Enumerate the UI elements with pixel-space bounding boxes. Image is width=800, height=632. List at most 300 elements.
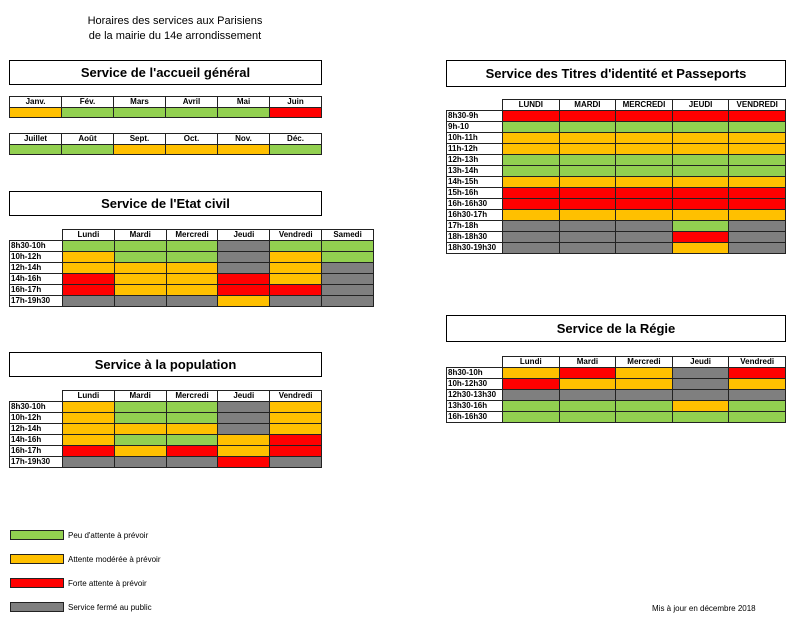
status-cell-orange (559, 177, 616, 188)
status-cell-green (63, 241, 115, 252)
time-slot-row (447, 412, 786, 423)
status-cell-green (114, 402, 166, 413)
time-slot-row (447, 133, 786, 144)
status-cell-green (559, 412, 616, 423)
time-slot-label: 10h-12h (10, 252, 63, 263)
time-slot-row (447, 390, 786, 401)
status-cell-red (672, 199, 729, 210)
month-label-row (10, 97, 322, 108)
status-cell-orange (559, 379, 616, 390)
status-cell-green (729, 155, 786, 166)
time-slot-label: 16h-17h (10, 285, 63, 296)
time-slot-label: 16h-17h (10, 446, 63, 457)
time-slot-label: 17h-19h30 (10, 457, 63, 468)
status-cell-orange (114, 274, 166, 285)
day-header: JEUDI (672, 100, 729, 111)
day-header-row (10, 230, 374, 241)
accueil-months-first-half (9, 96, 322, 118)
status-cell-green (503, 166, 560, 177)
status-cell-orange (503, 210, 560, 221)
etat-civil-schedule-grid (9, 229, 374, 307)
status-cell-green (616, 166, 673, 177)
status-cell-gray (270, 457, 322, 468)
status-cell-gray (322, 263, 374, 274)
status-cell-gray (218, 424, 270, 435)
status-cell-green (166, 252, 218, 263)
status-cell-green (114, 435, 166, 446)
time-slot-label: 16h-16h30 (447, 199, 503, 210)
status-cell-gray (218, 241, 270, 252)
status-cell-red (63, 274, 115, 285)
month-status-cell-green (62, 145, 114, 155)
status-cell-orange (166, 424, 218, 435)
status-cell-gray (503, 221, 560, 232)
time-slot-label: 9h-10 (447, 122, 503, 133)
status-cell-orange (270, 274, 322, 285)
time-slot-row (10, 413, 322, 424)
status-cell-green (672, 221, 729, 232)
time-slot-row (10, 296, 374, 307)
status-cell-gray (672, 368, 729, 379)
status-cell-gray (114, 296, 166, 307)
time-slot-row (10, 263, 374, 274)
status-cell-orange (616, 133, 673, 144)
time-slot-row (447, 155, 786, 166)
status-cell-orange (729, 144, 786, 155)
time-slot-row (447, 166, 786, 177)
time-slot-row (10, 457, 322, 468)
status-cell-green (672, 155, 729, 166)
status-cell-orange (672, 133, 729, 144)
status-cell-red (503, 199, 560, 210)
status-cell-orange (270, 402, 322, 413)
status-cell-green (166, 435, 218, 446)
status-cell-orange (559, 210, 616, 221)
status-cell-green (616, 412, 673, 423)
status-cell-gray (559, 243, 616, 254)
legend-swatch-gray (10, 602, 64, 612)
status-cell-orange (616, 177, 673, 188)
month-status-cell-green (10, 145, 62, 155)
month-label: Mai (218, 97, 270, 108)
status-cell-orange (166, 285, 218, 296)
status-cell-gray (322, 285, 374, 296)
status-cell-gray (63, 296, 115, 307)
status-cell-gray (672, 379, 729, 390)
status-cell-red (559, 188, 616, 199)
month-label: Fév. (62, 97, 114, 108)
status-cell-green (503, 401, 560, 412)
month-status-cell-orange (166, 145, 218, 155)
time-slot-row (447, 221, 786, 232)
status-cell-orange (559, 144, 616, 155)
status-cell-gray (322, 274, 374, 285)
time-slot-row (447, 243, 786, 254)
status-cell-gray (559, 221, 616, 232)
status-cell-orange (672, 177, 729, 188)
status-cell-red (672, 111, 729, 122)
month-label: Juillet (10, 134, 62, 145)
status-cell-green (166, 241, 218, 252)
status-cell-green (729, 412, 786, 423)
legend-item (10, 576, 147, 590)
day-header: Vendredi (270, 230, 322, 241)
time-slot-label: 16h30-17h (447, 210, 503, 221)
status-cell-gray (729, 221, 786, 232)
status-cell-orange (63, 402, 115, 413)
status-cell-green (729, 401, 786, 412)
status-cell-green (166, 413, 218, 424)
status-cell-orange (729, 379, 786, 390)
day-header: Vendredi (729, 357, 786, 368)
time-slot-row (10, 252, 374, 263)
status-cell-gray (616, 232, 673, 243)
day-header: Vendredi (270, 391, 322, 402)
status-cell-gray (322, 296, 374, 307)
month-label: Nov. (218, 134, 270, 145)
month-label: Avril (166, 97, 218, 108)
status-cell-gray (729, 243, 786, 254)
status-cell-orange (672, 144, 729, 155)
status-cell-gray (63, 457, 115, 468)
status-cell-gray (218, 252, 270, 263)
month-status-row (10, 145, 322, 155)
time-slot-row (10, 446, 322, 457)
legend-label: Service fermé au public (68, 602, 152, 612)
status-cell-green (729, 166, 786, 177)
status-cell-orange (270, 413, 322, 424)
status-cell-orange (114, 285, 166, 296)
accueil-section-title: Service de l'accueil général (9, 60, 322, 85)
day-header: MERCREDI (616, 100, 673, 111)
status-cell-green (322, 252, 374, 263)
month-status-cell-green (218, 108, 270, 118)
etat-civil-section-title: Service de l'Etat civil (9, 191, 322, 216)
status-cell-green (729, 122, 786, 133)
day-header-row (10, 391, 322, 402)
status-cell-red (63, 446, 115, 457)
regie-section-title: Service de la Régie (446, 315, 786, 342)
time-slot-label: 12h-14h (10, 424, 63, 435)
month-label: Juin (270, 97, 322, 108)
month-status-cell-red (270, 108, 322, 118)
status-cell-green (672, 412, 729, 423)
status-cell-red (729, 111, 786, 122)
status-cell-orange (114, 424, 166, 435)
time-slot-row (447, 144, 786, 155)
month-status-cell-green (62, 108, 114, 118)
day-header: Jeudi (218, 230, 270, 241)
time-slot-label: 17h-19h30 (10, 296, 63, 307)
regie-schedule-grid (446, 356, 786, 423)
time-slot-row (447, 232, 786, 243)
day-header: Jeudi (218, 391, 270, 402)
legend-item (10, 600, 152, 614)
status-cell-orange (503, 133, 560, 144)
time-slot-row (447, 401, 786, 412)
status-cell-red (616, 199, 673, 210)
month-status-cell-green (270, 145, 322, 155)
day-header: Mercredi (616, 357, 673, 368)
status-cell-orange (559, 133, 616, 144)
status-cell-gray (729, 232, 786, 243)
status-cell-orange (616, 379, 673, 390)
status-cell-orange (63, 252, 115, 263)
status-cell-gray (559, 390, 616, 401)
month-label-row (10, 134, 322, 145)
status-cell-green (559, 155, 616, 166)
time-slot-row (447, 379, 786, 390)
time-slot-label: 8h30-10h (447, 368, 503, 379)
status-cell-green (559, 122, 616, 133)
time-slot-label: 8h30-10h (10, 402, 63, 413)
time-slot-row (447, 177, 786, 188)
time-slot-label: 14h-16h (10, 435, 63, 446)
status-cell-orange (729, 133, 786, 144)
status-cell-gray (616, 243, 673, 254)
time-slot-label: 15h-16h (447, 188, 503, 199)
status-cell-orange (218, 296, 270, 307)
day-header: Mardi (114, 230, 166, 241)
status-cell-red (729, 188, 786, 199)
status-cell-gray (270, 296, 322, 307)
month-status-cell-orange (218, 145, 270, 155)
status-cell-red (616, 111, 673, 122)
document-title-line-2: de la mairie du 14e arrondissement (88, 30, 262, 42)
time-slot-row (10, 424, 322, 435)
status-cell-orange (616, 210, 673, 221)
status-cell-orange (672, 401, 729, 412)
time-slot-label: 10h-11h (447, 133, 503, 144)
legend-label: Peu d'attente à prévoir (68, 530, 149, 540)
document-title (60, 14, 290, 44)
status-cell-red (559, 368, 616, 379)
time-slot-label: 10h-12h (10, 413, 63, 424)
day-header-row (447, 100, 786, 111)
legend-swatch-green (10, 530, 64, 540)
day-header: MARDI (559, 100, 616, 111)
month-label: Déc. (270, 134, 322, 145)
month-status-row (10, 108, 322, 118)
time-slot-row (10, 402, 322, 413)
legend-swatch-red (10, 578, 64, 588)
time-slot-label: 14h-15h (447, 177, 503, 188)
day-header: Samedi (322, 230, 374, 241)
status-cell-orange (616, 144, 673, 155)
time-slot-label: 8h30-10h (10, 241, 63, 252)
status-cell-orange (63, 413, 115, 424)
status-cell-orange (503, 177, 560, 188)
status-cell-orange (503, 144, 560, 155)
time-slot-label: 10h-12h30 (447, 379, 503, 390)
status-cell-red (270, 446, 322, 457)
status-cell-green (322, 241, 374, 252)
status-cell-gray (503, 232, 560, 243)
month-label: Mars (114, 97, 166, 108)
legend-swatch-orange (10, 554, 64, 564)
status-cell-red (166, 446, 218, 457)
status-cell-red (63, 285, 115, 296)
status-cell-orange (63, 435, 115, 446)
status-cell-orange (270, 424, 322, 435)
time-slot-row (447, 111, 786, 122)
status-cell-green (270, 241, 322, 252)
day-header: VENDREDI (729, 100, 786, 111)
legend-label: Attente modérée à prévoir (68, 554, 161, 564)
status-cell-red (729, 199, 786, 210)
corner-cell (10, 391, 63, 402)
day-header: LUNDI (503, 100, 560, 111)
status-cell-gray (114, 457, 166, 468)
status-cell-green (503, 122, 560, 133)
status-cell-orange (114, 263, 166, 274)
month-status-cell-orange (10, 108, 62, 118)
status-cell-red (503, 379, 560, 390)
status-cell-orange (166, 263, 218, 274)
month-label: Sept. (114, 134, 166, 145)
time-slot-label: 8h30-9h (447, 111, 503, 122)
time-slot-row (447, 199, 786, 210)
status-cell-green (672, 122, 729, 133)
legend-item (10, 528, 148, 542)
month-status-cell-green (166, 108, 218, 118)
time-slot-row (10, 274, 374, 285)
status-cell-orange (114, 446, 166, 457)
status-cell-orange (63, 424, 115, 435)
status-cell-orange (270, 263, 322, 274)
accueil-months-second-half (9, 133, 322, 155)
day-header: Lundi (63, 391, 115, 402)
status-cell-gray (559, 232, 616, 243)
status-cell-orange (218, 435, 270, 446)
status-cell-red (729, 368, 786, 379)
day-header-row (447, 357, 786, 368)
titres-schedule-grid (446, 99, 786, 254)
status-cell-gray (616, 221, 673, 232)
status-cell-green (616, 122, 673, 133)
status-cell-green (503, 412, 560, 423)
status-cell-red (503, 188, 560, 199)
population-schedule-grid (9, 390, 322, 468)
status-cell-orange (672, 210, 729, 221)
day-header: Lundi (63, 230, 115, 241)
time-slot-label: 17h-18h (447, 221, 503, 232)
time-slot-label: 13h-14h (447, 166, 503, 177)
status-cell-orange (63, 263, 115, 274)
status-cell-gray (729, 390, 786, 401)
time-slot-label: 18h-18h30 (447, 232, 503, 243)
time-slot-label: 12h30-13h30 (447, 390, 503, 401)
month-label: Août (62, 134, 114, 145)
status-cell-green (114, 241, 166, 252)
time-slot-label: 12h-13h (447, 155, 503, 166)
status-cell-red (616, 188, 673, 199)
legend-label: Forte attente à prévoir (68, 578, 147, 588)
status-cell-gray (166, 457, 218, 468)
status-cell-red (218, 457, 270, 468)
status-cell-green (559, 166, 616, 177)
status-cell-gray (166, 296, 218, 307)
day-header: Lundi (503, 357, 560, 368)
day-header: Mercredi (166, 230, 218, 241)
time-slot-row (447, 210, 786, 221)
last-updated-note: Mis à jour en décembre 2018 (652, 604, 756, 613)
status-cell-red (218, 274, 270, 285)
status-cell-green (114, 252, 166, 263)
status-cell-green (672, 166, 729, 177)
status-cell-green (503, 155, 560, 166)
status-cell-orange (218, 446, 270, 457)
time-slot-label: 14h-16h (10, 274, 63, 285)
time-slot-row (10, 435, 322, 446)
status-cell-orange (503, 368, 560, 379)
status-cell-gray (616, 390, 673, 401)
status-cell-orange (616, 368, 673, 379)
status-cell-gray (218, 413, 270, 424)
time-slot-row (10, 285, 374, 296)
corner-cell (10, 230, 63, 241)
status-cell-green (559, 401, 616, 412)
status-cell-red (270, 435, 322, 446)
legend-item (10, 552, 161, 566)
status-cell-green (616, 401, 673, 412)
corner-cell (447, 357, 503, 368)
time-slot-label: 13h30-16h (447, 401, 503, 412)
status-cell-gray (503, 243, 560, 254)
corner-cell (447, 100, 503, 111)
status-cell-red (672, 232, 729, 243)
time-slot-label: 12h-14h (10, 263, 63, 274)
time-slot-label: 11h-12h (447, 144, 503, 155)
month-label: Oct. (166, 134, 218, 145)
time-slot-label: 16h-16h30 (447, 412, 503, 423)
status-cell-gray (218, 263, 270, 274)
day-header: Mardi (559, 357, 616, 368)
status-cell-orange (729, 210, 786, 221)
time-slot-row (447, 188, 786, 199)
population-section-title: Service à la population (9, 352, 322, 377)
status-cell-orange (729, 177, 786, 188)
status-cell-red (672, 188, 729, 199)
status-cell-red (503, 111, 560, 122)
day-header: Mardi (114, 391, 166, 402)
time-slot-row (10, 241, 374, 252)
time-slot-label: 18h30-19h30 (447, 243, 503, 254)
status-cell-orange (672, 243, 729, 254)
month-label: Janv. (10, 97, 62, 108)
status-cell-red (270, 285, 322, 296)
time-slot-row (447, 122, 786, 133)
status-cell-green (616, 155, 673, 166)
status-cell-red (559, 199, 616, 210)
month-status-cell-orange (114, 145, 166, 155)
titres-section-title: Service des Titres d'identité et Passeports (446, 60, 786, 87)
status-cell-green (166, 402, 218, 413)
status-cell-gray (503, 390, 560, 401)
status-cell-green (114, 413, 166, 424)
document-title-line-1: Horaires des services aux Parisiens (87, 15, 263, 27)
status-cell-orange (166, 274, 218, 285)
day-header: Jeudi (672, 357, 729, 368)
day-header: Mercredi (166, 391, 218, 402)
status-cell-red (559, 111, 616, 122)
time-slot-row (447, 368, 786, 379)
status-cell-gray (672, 390, 729, 401)
status-cell-red (218, 285, 270, 296)
month-status-cell-green (114, 108, 166, 118)
status-cell-gray (218, 402, 270, 413)
status-cell-orange (270, 252, 322, 263)
